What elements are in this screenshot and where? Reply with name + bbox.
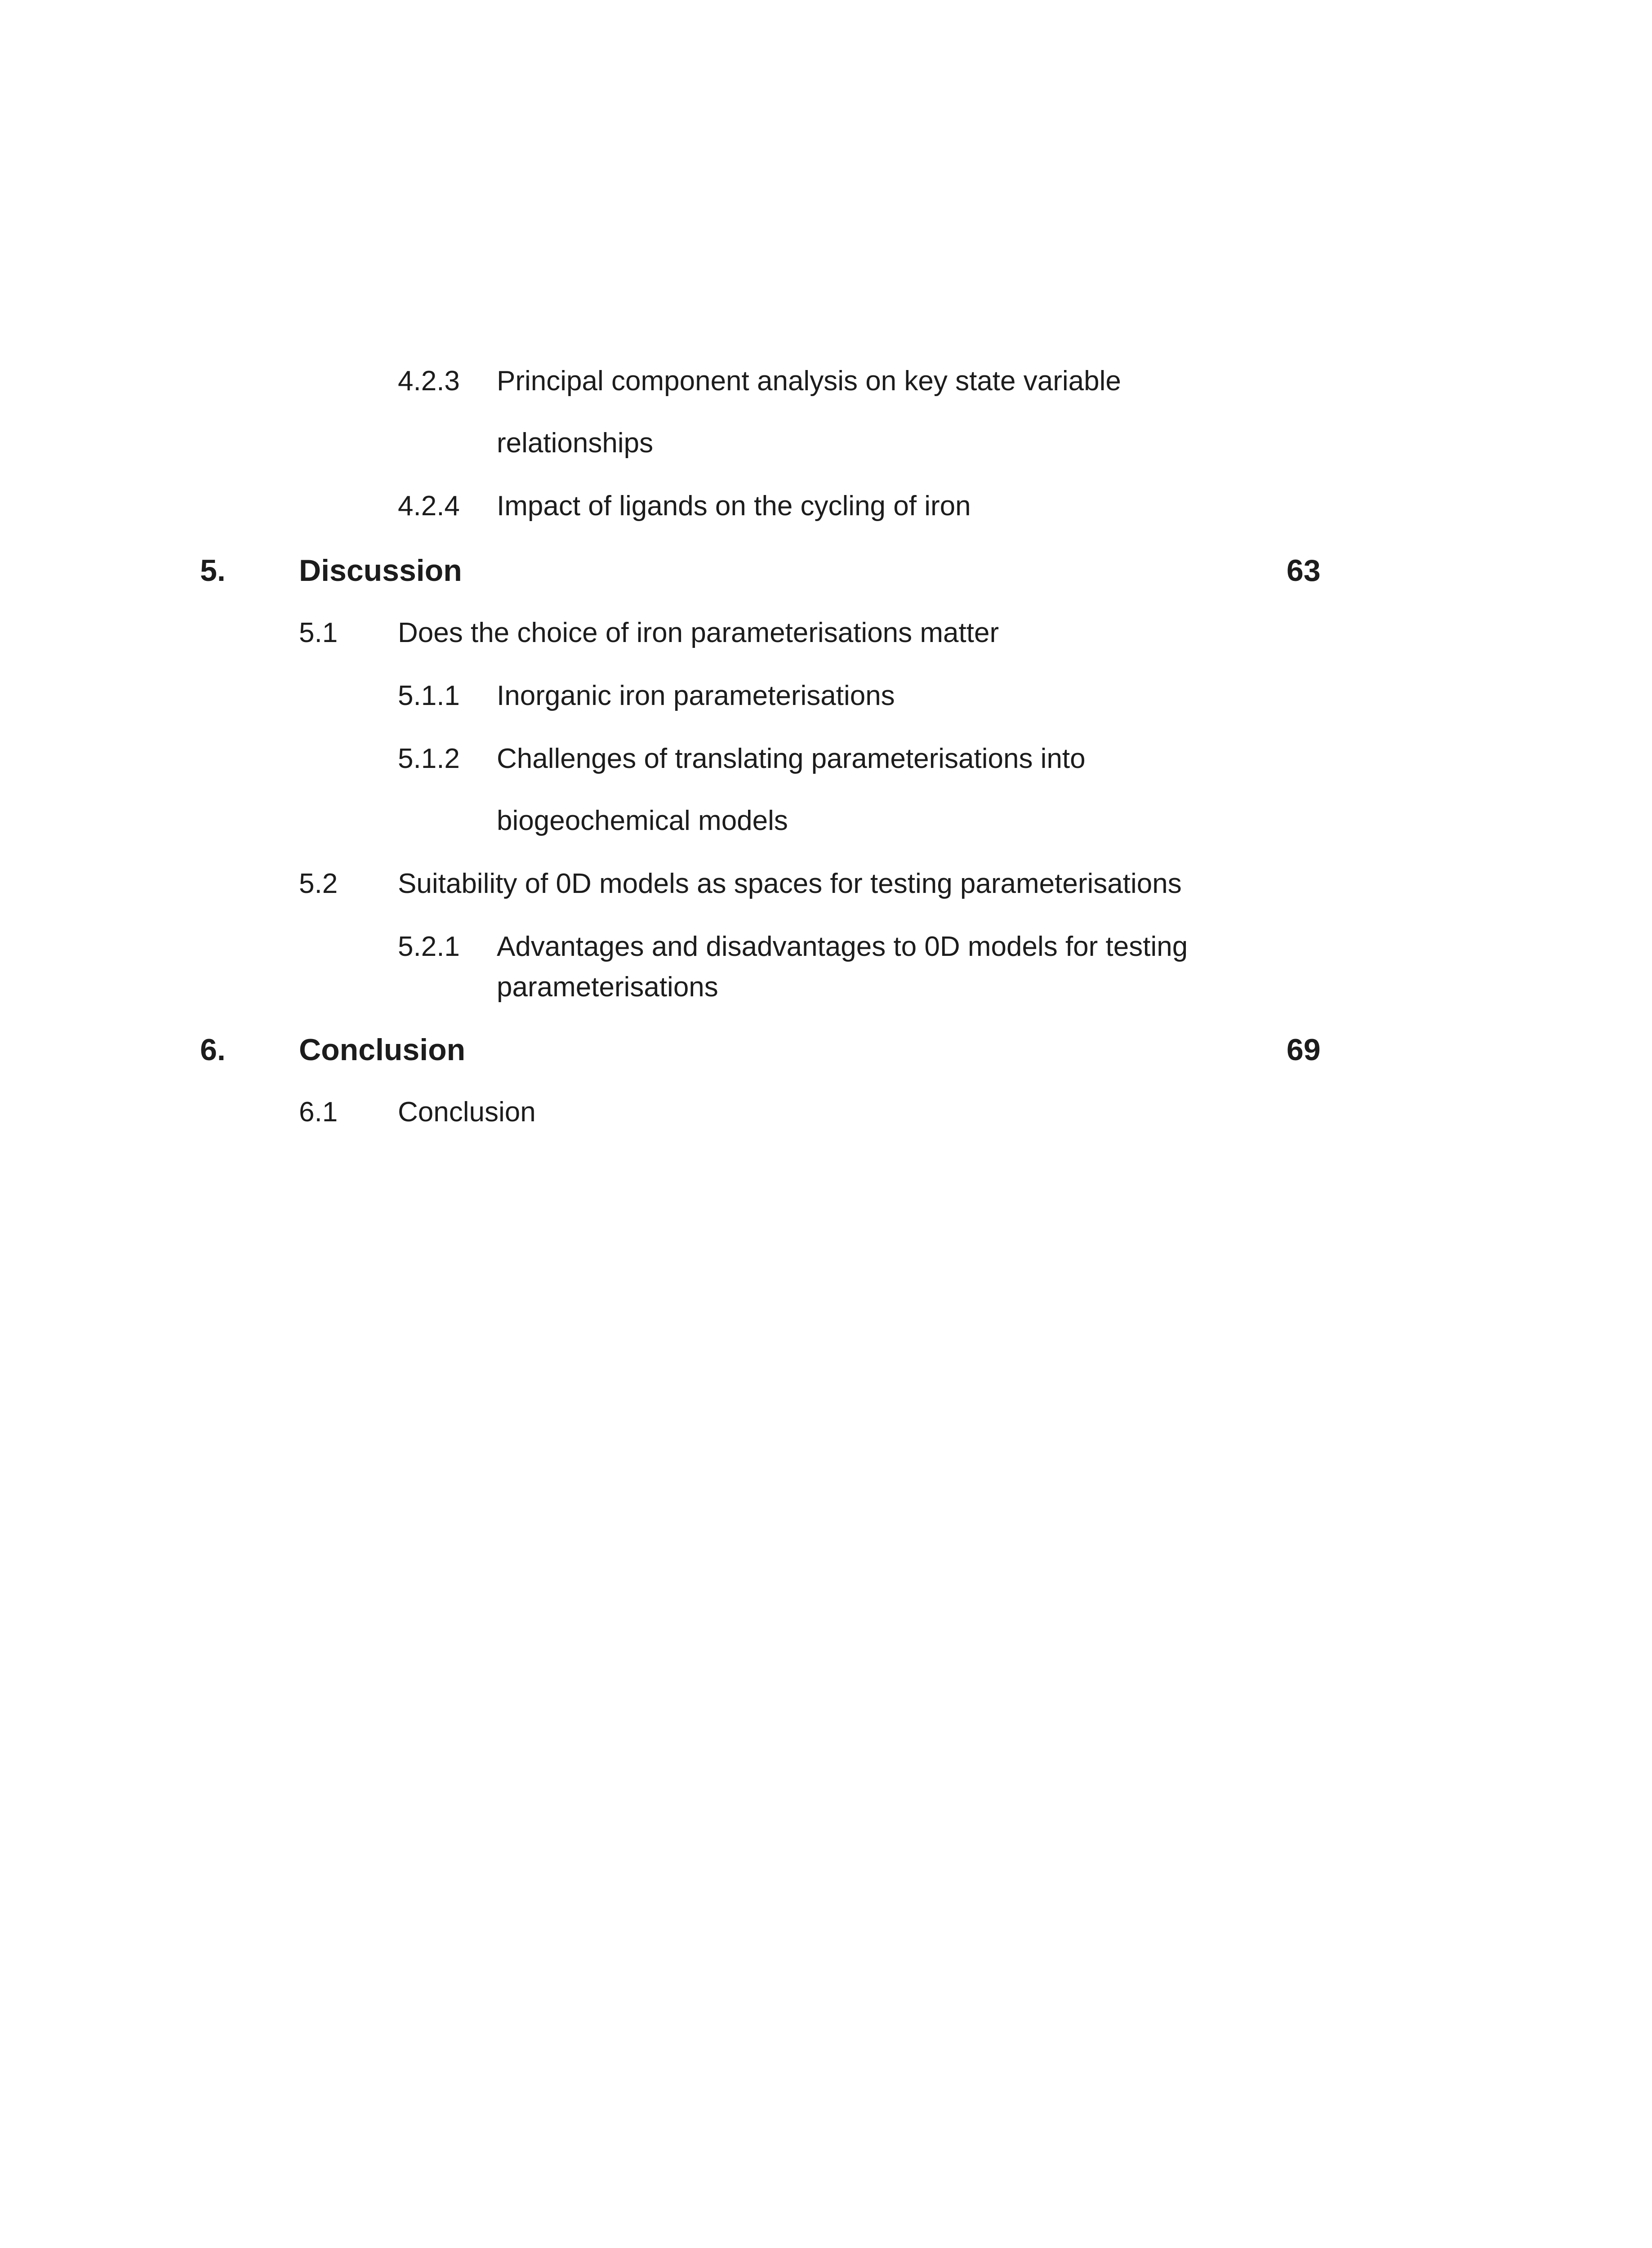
toc-entry-title: Inorganic iron parameterisations <box>497 680 895 711</box>
toc-entry-number: 5.2.1 <box>398 931 460 962</box>
toc-entry-title-continued: relationships <box>497 428 654 459</box>
toc-entry-title-continued: biogeochemical models <box>497 805 788 836</box>
toc-entry-title-continued: parameterisations <box>497 972 718 1003</box>
toc-page-number: 63 <box>1287 553 1321 588</box>
toc-entry-number: 5.1.2 <box>398 743 460 774</box>
toc-entry-number: 5.1.1 <box>398 680 460 711</box>
toc-chapter-number: 5. <box>200 553 226 588</box>
toc-entry-title: Suitability of 0D models as spaces for testing parameterisations <box>398 868 1182 899</box>
toc-chapter-title: Conclusion <box>299 1033 466 1067</box>
toc-entry-number: 5.1 <box>299 617 338 648</box>
toc-entry-title: Conclusion <box>398 1097 536 1128</box>
toc-entry-number: 5.2 <box>299 868 338 899</box>
toc-entry-title: Advantages and disadvantages to 0D models for testing <box>497 931 1188 962</box>
toc-chapter-number: 6. <box>200 1033 226 1067</box>
toc-entry-number: 4.2.4 <box>398 491 460 522</box>
toc-entry-title: Principal component analysis on key state variable <box>497 366 1121 397</box>
toc-entry-title: Impact of ligands on the cycling of iron <box>497 491 971 522</box>
toc-entry-number: 6.1 <box>299 1097 338 1128</box>
toc-chapter-title: Discussion <box>299 553 462 588</box>
toc-entry-number: 4.2.3 <box>398 366 460 397</box>
toc-entry-title: Challenges of translating parameterisations into <box>497 743 1086 774</box>
toc-entry-title: Does the choice of iron parameterisations matter <box>398 617 999 648</box>
toc-page-number: 69 <box>1287 1033 1321 1067</box>
